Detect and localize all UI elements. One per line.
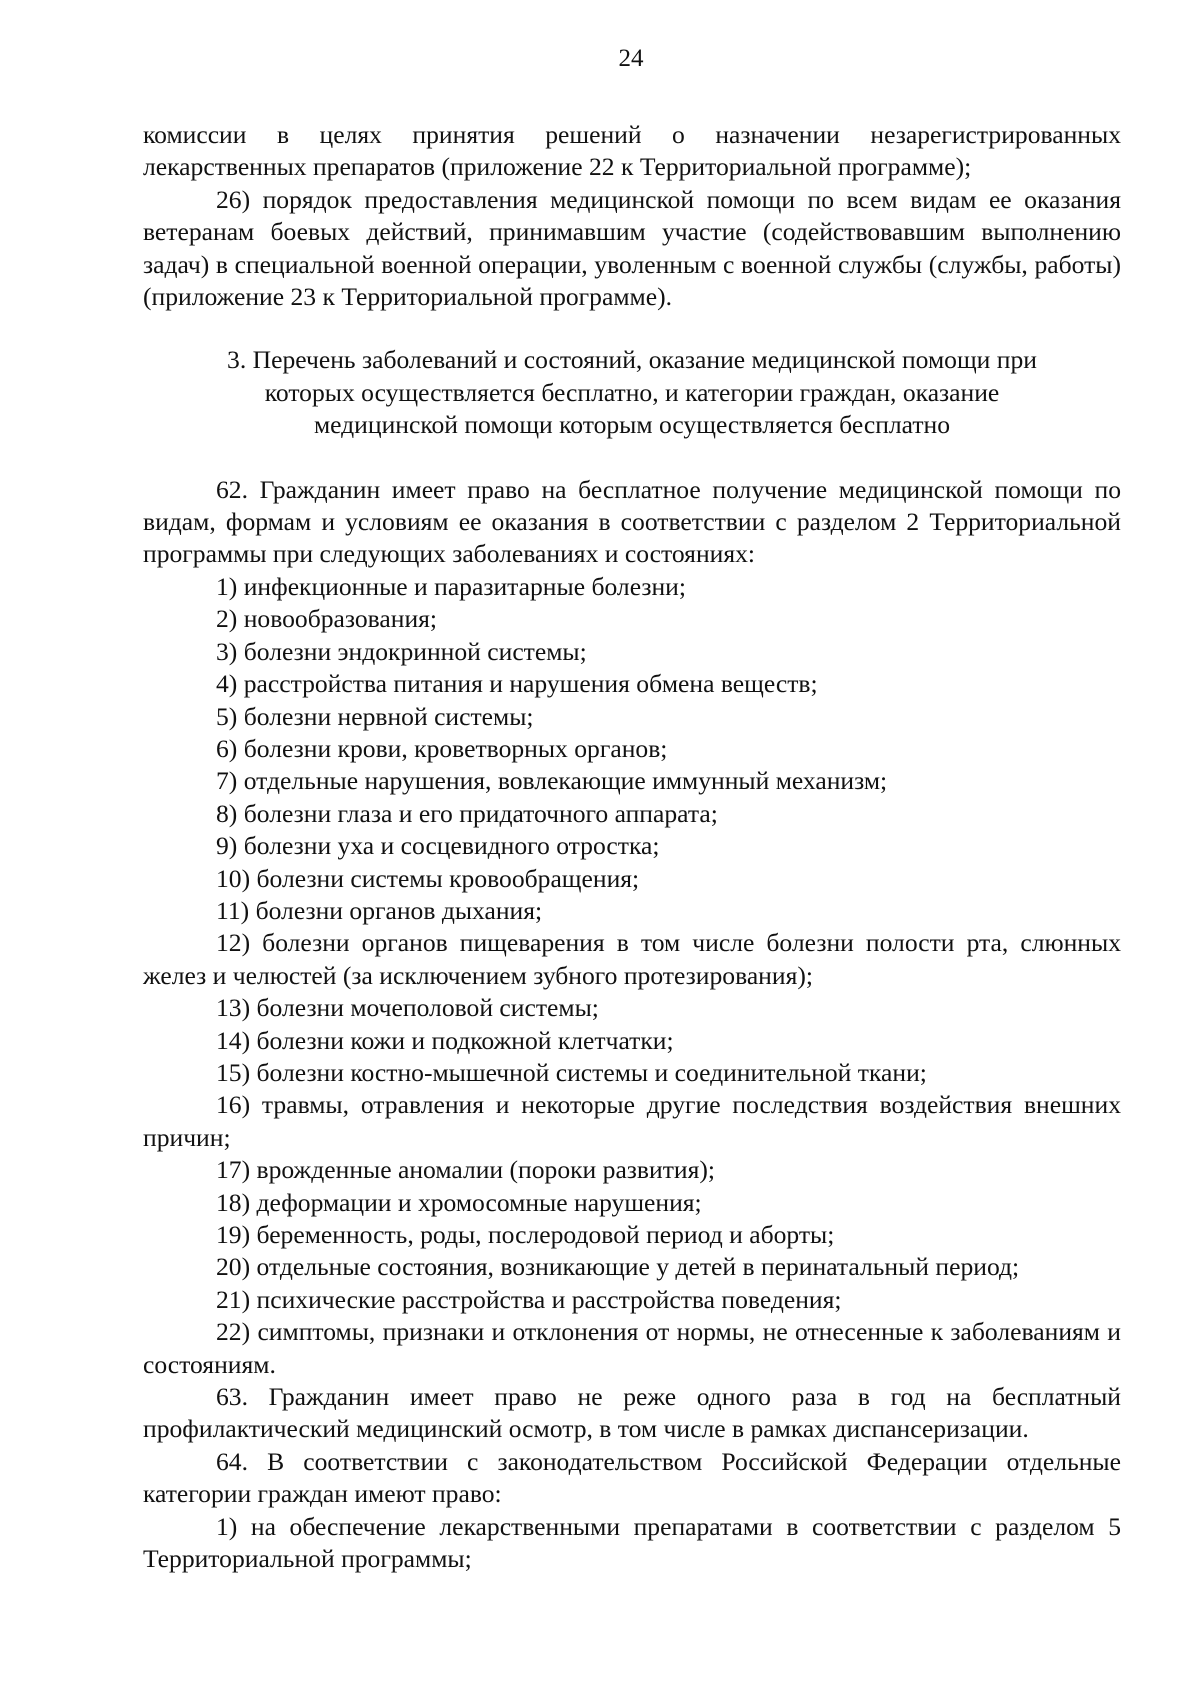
list-item: 18) деформации и хромосомные нарушения; bbox=[216, 1187, 702, 1217]
paragraph-62: 62. Гражданин имеет право на бесплатное получение медицинской помощи по видам, формам и условиям ее оказания в соответствии с разделом 2 Территориальной программы при следующих заболеваниях и состояниях: bbox=[143, 474, 1121, 569]
list-item: 11) болезни органов дыхания; bbox=[216, 895, 543, 925]
section-heading bbox=[143, 344, 1121, 441]
list-item: 16) травмы, отравления и некоторые другие последствия воздействия внешних причин; bbox=[143, 1090, 1121, 1152]
paragraph-continuation: комиссии в целях принятия решений о назначении незарегистрированных лекарственных препаратов (приложение 22 к Территориальной программе); bbox=[143, 120, 1121, 182]
list-item: 12) болезни органов пищеварения в том числе болезни полости рта, слюнных желез и челюстей (за исключением зубного протезирования); bbox=[143, 928, 1121, 990]
list-item: 15) болезни костно-мышечной системы и соединительной ткани; bbox=[216, 1057, 927, 1087]
section-heading-line: медицинской помощи которым осуществляется бесплатно bbox=[313, 410, 951, 440]
list-item: 22) симптомы, признаки и отклонения от нормы, не отнесенные к заболеваниям и состояниям. bbox=[143, 1317, 1121, 1379]
section-heading-line: которых осуществляется бесплатно, и категории граждан, оказание bbox=[264, 377, 1000, 407]
section-heading-line: 3. Перечень заболеваний и состояний, оказание медицинской помощи при bbox=[227, 345, 1037, 375]
paragraph-63: 63. Гражданин имеет право не реже одного раза в год на бесплатный профилактический медицинский осмотр, в том числе в рамках диспансеризации. bbox=[143, 1382, 1121, 1444]
page-number: 24 bbox=[618, 45, 644, 72]
list-item: 13) болезни мочеполовой системы; bbox=[216, 993, 599, 1023]
rights-list bbox=[143, 1511, 1121, 1576]
list-item: 2) новообразования; bbox=[216, 604, 438, 634]
paragraph-64: 64. В соответствии с законодательством Российской Федерации отдельные категории граждан имеют право: bbox=[143, 1446, 1121, 1509]
list-item: 20) отдельные состояния, возникающие у детей в перинатальный период; bbox=[216, 1252, 1020, 1282]
list-item: 19) беременность, роды, послеродовой период и аборты; bbox=[216, 1220, 835, 1249]
list-item: 21) психические расстройства и расстройства поведения; bbox=[216, 1284, 842, 1314]
list-item: 5) болезни нервной системы; bbox=[216, 701, 534, 731]
list-item: 7) отдельные нарушения, вовлекающие иммунный механизм; bbox=[216, 766, 888, 796]
list-item-26: 26) порядок предоставления медицинской помощи по всем видам ее оказания ветеранам боевых действий, принимавшим участие (содействовавшим выполнению задач) в специальной военной операции, уволенным с военной службы (службы, работы) (приложение 23 к Территориальной программе). bbox=[143, 184, 1121, 312]
list-item: 1) на обеспечение лекарственными препаратами в соответствии с разделом 5 Территориальной программы; bbox=[143, 1511, 1121, 1574]
list-item: 17) врожденные аномалии (пороки развития); bbox=[216, 1155, 715, 1185]
document-body bbox=[143, 119, 1121, 1575]
list-item: 3) болезни эндокринной системы; bbox=[216, 636, 587, 666]
list-item: 1) инфекционные и паразитарные болезни; bbox=[216, 571, 686, 601]
list-item: 4) расстройства питания и нарушения обмена веществ; bbox=[216, 669, 818, 699]
list-item: 6) болезни крови, кроветворных органов; bbox=[216, 733, 668, 763]
list-item: 10) болезни системы кровообращения; bbox=[216, 863, 640, 893]
disease-list bbox=[143, 571, 1121, 1381]
list-item: 9) болезни уха и сосцевидного отростка; bbox=[216, 831, 660, 861]
list-item: 14) болезни кожи и подкожной клетчатки; bbox=[216, 1025, 674, 1055]
list-item: 8) болезни глаза и его придаточного аппарата; bbox=[216, 798, 718, 828]
